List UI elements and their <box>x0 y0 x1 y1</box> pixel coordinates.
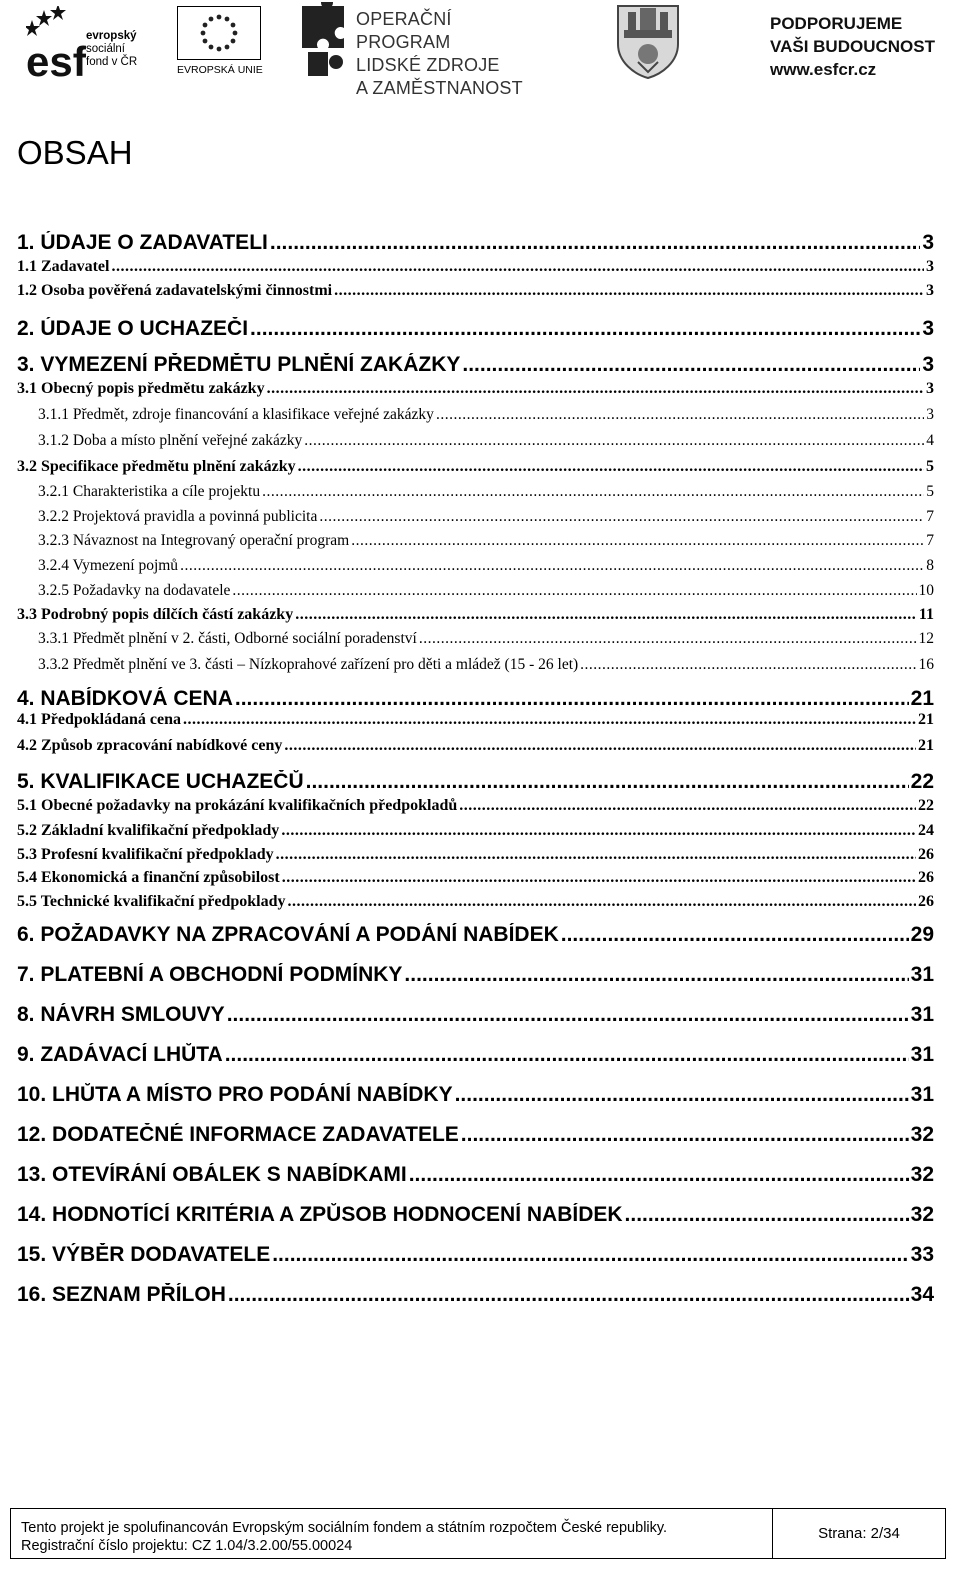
toc-entry[interactable] <box>17 1163 934 1187</box>
toc-entry-page: 3 <box>926 406 934 423</box>
toc-entry-page: 10 <box>918 582 934 599</box>
toc-dot-leader <box>235 687 909 711</box>
toc-entry-title: 5. KVALIFIKACE UCHAZEČŮ <box>17 770 304 793</box>
toc-entry-page: 34 <box>910 1283 934 1306</box>
toc-entry-title: 3.2.5 Požadavky na dodavatele <box>38 582 231 599</box>
toc-entry-title: 3.2.2 Projektová pravidla a povinná publicita <box>38 508 318 525</box>
toc-dot-leader <box>250 317 920 341</box>
oplz-logo-line-2: LIDSKÉ ZDROJE <box>356 55 500 75</box>
toc-entry-title: 14. HODNOTÍCÍ KRITÉRIA A ZPŮSOB HODNOCENÍ NABÍDEK <box>17 1203 623 1226</box>
toc-entry[interactable] <box>17 1003 934 1027</box>
footer-cofinancing-note: Tento projekt je spolufinancován Evropským sociálním fondem a státním rozpočtem České republiky. <box>21 1520 668 1536</box>
toc-dot-leader <box>625 1203 909 1227</box>
toc-entry-title: 3.2.4 Vymezení pojmů <box>38 557 179 574</box>
toc-entry-page: 3 <box>926 380 934 397</box>
toc-entry-title: 3. VYMEZENÍ PŘEDMĚTU PLNĚNÍ ZAKÁZKY <box>17 353 461 376</box>
esfcr-logo-line-2: VAŠI BUDOUCNOST <box>770 37 935 56</box>
toc-entry-title: 3.2 Specifikace předmětu plnění zakázky <box>17 458 296 475</box>
esf-logo <box>26 6 176 78</box>
toc-entry-title: 4.1 Předpokládaná cena <box>17 711 182 728</box>
toc-dot-leader <box>232 582 916 600</box>
toc-entry-title: 8. NÁVRH SMLOUVY <box>17 1003 225 1026</box>
toc-entry-page: 22 <box>918 797 934 814</box>
toc-entry-page: 31 <box>910 963 934 986</box>
toc-dot-leader <box>282 869 916 887</box>
toc-entry-title: 3.1.2 Doba a místo plnění veřejné zakázky <box>38 432 303 449</box>
toc-entry-title: 5.3 Profesní kvalifikační předpoklady <box>17 846 274 863</box>
toc-dot-leader <box>227 1003 909 1027</box>
puzzle-icon <box>298 2 352 78</box>
header-logos <box>0 0 960 98</box>
toc-entry[interactable] <box>17 282 934 300</box>
toc-entry-page: 3 <box>926 282 934 299</box>
toc-entry-page: 5 <box>926 483 934 500</box>
toc-entry-title: 2. ÚDAJE O UCHAZEČI <box>17 317 249 340</box>
toc-entry[interactable] <box>17 1283 934 1307</box>
toc-dot-leader <box>419 630 917 648</box>
toc-entry[interactable] <box>17 1083 934 1107</box>
toc-entry[interactable] <box>17 1123 934 1147</box>
toc-dot-leader <box>455 1083 909 1107</box>
toc-entry[interactable] <box>17 353 934 377</box>
toc-dot-leader <box>306 770 909 794</box>
toc-entry-page: 32 <box>910 1163 934 1186</box>
coat-of-arms-icon <box>614 0 682 80</box>
esfcr-logo-url: www.esfcr.cz <box>770 60 877 79</box>
toc-entry[interactable] <box>17 380 934 398</box>
toc-dot-leader <box>180 557 924 575</box>
toc-dot-leader <box>228 1283 909 1307</box>
eu-flag-logo <box>177 6 261 78</box>
toc-entry-title: 4. NABÍDKOVÁ CENA <box>17 687 233 710</box>
oplz-logo-line-1: OPERAČNÍ PROGRAM <box>356 9 452 52</box>
toc-dot-leader <box>270 231 920 255</box>
toc-entry-title: 9. ZADÁVACÍ LHŮTA <box>17 1043 223 1066</box>
toc-dot-leader <box>183 711 916 729</box>
toc-entry[interactable] <box>38 508 934 526</box>
toc-dot-leader <box>284 737 916 755</box>
esf-mark-icon <box>26 6 86 78</box>
toc-entry[interactable] <box>38 582 934 600</box>
toc-entry-title: 3.3.2 Předmět plnění ve 3. části – Nízkoprahové zařízení pro děti a mládež (15 - 26 let) <box>38 656 579 673</box>
toc-dot-leader <box>272 1243 908 1267</box>
toc-entry-page: 31 <box>910 1083 934 1106</box>
toc-entry[interactable] <box>38 406 934 424</box>
toc-entry-page: 11 <box>918 606 934 623</box>
toc-entry-page: 4 <box>926 432 934 449</box>
toc-entry-title: 10. LHŮTA A MÍSTO PRO PODÁNÍ NABÍDKY <box>17 1083 453 1106</box>
toc-entry-title: 16. SEZNAM PŘÍLOH <box>17 1283 226 1306</box>
toc-entry-page: 26 <box>918 846 934 863</box>
toc-dot-leader <box>288 893 916 911</box>
toc-entry-page: 3 <box>926 258 934 275</box>
oplz-logo-line-3: A ZAMĚSTNANOST <box>356 78 523 98</box>
toc-entry[interactable] <box>17 1243 934 1267</box>
toc-dot-leader <box>351 532 924 550</box>
toc-dot-leader <box>459 797 916 815</box>
toc-entry-title: 5.4 Ekonomická a finanční způsobilost <box>17 869 280 886</box>
toc-entry-page: 24 <box>918 822 934 839</box>
toc-entry[interactable] <box>17 258 934 276</box>
toc-entry-title: 3.1 Obecný popis předmětu zakázky <box>17 380 265 397</box>
toc-entry[interactable] <box>38 630 934 648</box>
toc-entry[interactable] <box>38 532 934 550</box>
toc-entry-title: 1.2 Osoba pověřená zadavatelskými činnostmi <box>17 282 333 299</box>
toc-entry[interactable] <box>38 656 934 674</box>
toc-entry[interactable] <box>17 797 934 815</box>
toc-dot-leader <box>281 822 916 840</box>
toc-entry-title: 1. ÚDAJE O ZADAVATELI <box>17 231 268 254</box>
toc-entry-page: 22 <box>910 770 934 793</box>
toc-dot-leader <box>276 846 916 864</box>
toc-entry[interactable] <box>38 432 934 450</box>
esf-logo-line-2: sociální <box>86 43 125 55</box>
toc-entry-page: 32 <box>910 1203 934 1226</box>
toc-dot-leader <box>580 656 916 674</box>
toc-entry-page: 16 <box>918 656 934 673</box>
toc-entry-page: 3 <box>922 317 934 340</box>
svg-text:esf: esf <box>26 38 86 78</box>
toc-entry[interactable] <box>17 231 934 255</box>
toc-dot-leader <box>298 458 924 476</box>
toc-dot-leader <box>295 606 917 624</box>
toc-entry-title: 4.2 Způsob zpracování nabídkové ceny <box>17 737 283 754</box>
toc-dot-leader <box>409 1163 909 1187</box>
esf-logo-line-1: evropský <box>86 30 137 42</box>
toc-entry-title: 13. OTEVÍRÁNÍ OBÁLEK S NABÍDKAMI <box>17 1163 407 1186</box>
toc-entry[interactable] <box>17 893 934 911</box>
toc-entry[interactable] <box>17 1203 934 1227</box>
toc-entry[interactable] <box>17 846 934 864</box>
toc-entry[interactable] <box>17 869 934 887</box>
toc-entry-page: 32 <box>910 1123 934 1146</box>
toc-entry-title: 3.3.1 Předmět plnění v 2. části, Odborné sociální poradenství <box>38 630 417 647</box>
toc-entry-page: 5 <box>926 458 934 475</box>
eu-logo-label: EVROPSKÁ UNIE <box>177 64 263 76</box>
city-crest-logo <box>614 0 682 80</box>
toc-entry-page: 26 <box>918 869 934 886</box>
toc-entry-page: 29 <box>910 923 934 946</box>
toc-entry-page: 12 <box>918 630 934 647</box>
toc-entry[interactable] <box>17 458 934 476</box>
toc-entry[interactable] <box>38 557 934 575</box>
toc-entry[interactable] <box>17 1043 934 1067</box>
toc-entry-title: 7. PLATEBNÍ A OBCHODNÍ PODMÍNKY <box>17 963 403 986</box>
toc-entry-title: 5.1 Obecné požadavky na prokázání kvalifikačních předpokladů <box>17 797 458 814</box>
toc-dot-leader <box>304 432 924 450</box>
toc-dot-leader <box>262 483 924 501</box>
toc-entry[interactable] <box>17 923 934 947</box>
toc-entry[interactable] <box>17 687 934 711</box>
toc-entry[interactable] <box>17 737 934 755</box>
toc-entry-page: 8 <box>926 557 934 574</box>
toc-dot-leader <box>319 508 924 526</box>
toc-dot-leader <box>267 380 924 398</box>
toc-entry-title: 5.2 Základní kvalifikační předpoklady <box>17 822 280 839</box>
esf-logo-line-3: fond v ČR <box>86 56 138 68</box>
toc-entry-page: 31 <box>910 1003 934 1026</box>
oplz-logo <box>298 2 548 98</box>
toc-dot-leader <box>461 1123 909 1147</box>
toc-entry-page: 26 <box>918 893 934 910</box>
footer-registration-number: Registrační číslo projektu: CZ 1.04/3.2.00/55.00024 <box>21 1538 353 1554</box>
toc-entry-page: 21 <box>918 737 934 754</box>
toc-entry-title: 5.5 Technické kvalifikační předpoklady <box>17 893 286 910</box>
toc-entry-page: 7 <box>926 532 934 549</box>
toc-dot-leader <box>111 258 924 276</box>
toc-entry[interactable] <box>17 606 934 624</box>
toc-entry-page: 33 <box>910 1243 934 1266</box>
toc-entry[interactable] <box>17 317 934 341</box>
toc-dot-leader <box>462 353 920 377</box>
toc-entry-title: 3.2.3 Návaznost na Integrovaný operační program <box>38 532 350 549</box>
toc-entry-page: 31 <box>910 1043 934 1066</box>
toc-entry-title: 15. VÝBĚR DODAVATELE <box>17 1243 271 1266</box>
toc-entry-page: 21 <box>910 687 934 710</box>
toc-dot-leader <box>334 282 924 300</box>
esfcr-logo <box>770 4 950 78</box>
toc-entry[interactable] <box>17 963 934 987</box>
esfcr-logo-line-1: PODPORUJEME <box>770 14 903 33</box>
page-title: OBSAH <box>17 134 133 171</box>
toc-entry[interactable] <box>17 770 934 794</box>
toc-dot-leader <box>561 923 909 947</box>
footer-page-number: Strana: 2/34 <box>818 1525 900 1542</box>
toc-entry[interactable] <box>17 822 934 840</box>
toc-entry[interactable] <box>38 483 934 501</box>
toc-entry-title: 12. DODATEČNÉ INFORMACE ZADAVATELE <box>17 1123 459 1146</box>
toc-entry-page: 7 <box>926 508 934 525</box>
toc-entry-page: 3 <box>922 231 934 254</box>
toc-entry-title: 1.1 Zadavatel <box>17 258 110 275</box>
toc-entry-page: 3 <box>922 353 934 376</box>
toc-dot-leader <box>436 406 924 424</box>
toc-entry-page: 21 <box>918 711 934 728</box>
toc-dot-leader <box>225 1043 909 1067</box>
toc-entry-title: 3.3 Podrobný popis dílčích částí zakázky <box>17 606 294 623</box>
toc-entry[interactable] <box>17 711 934 729</box>
eu-stars-icon <box>178 7 260 59</box>
toc-dot-leader <box>404 963 908 987</box>
page-footer <box>10 1508 946 1559</box>
toc-entry-title: 6. POŽADAVKY NA ZPRACOVÁNÍ A PODÁNÍ NABÍDEK <box>17 923 559 946</box>
toc-entry-title: 3.1.1 Předmět, zdroje financování a klasifikace veřejné zakázky <box>38 406 434 423</box>
toc-entry-title: 3.2.1 Charakteristika a cíle projektu <box>38 483 261 500</box>
